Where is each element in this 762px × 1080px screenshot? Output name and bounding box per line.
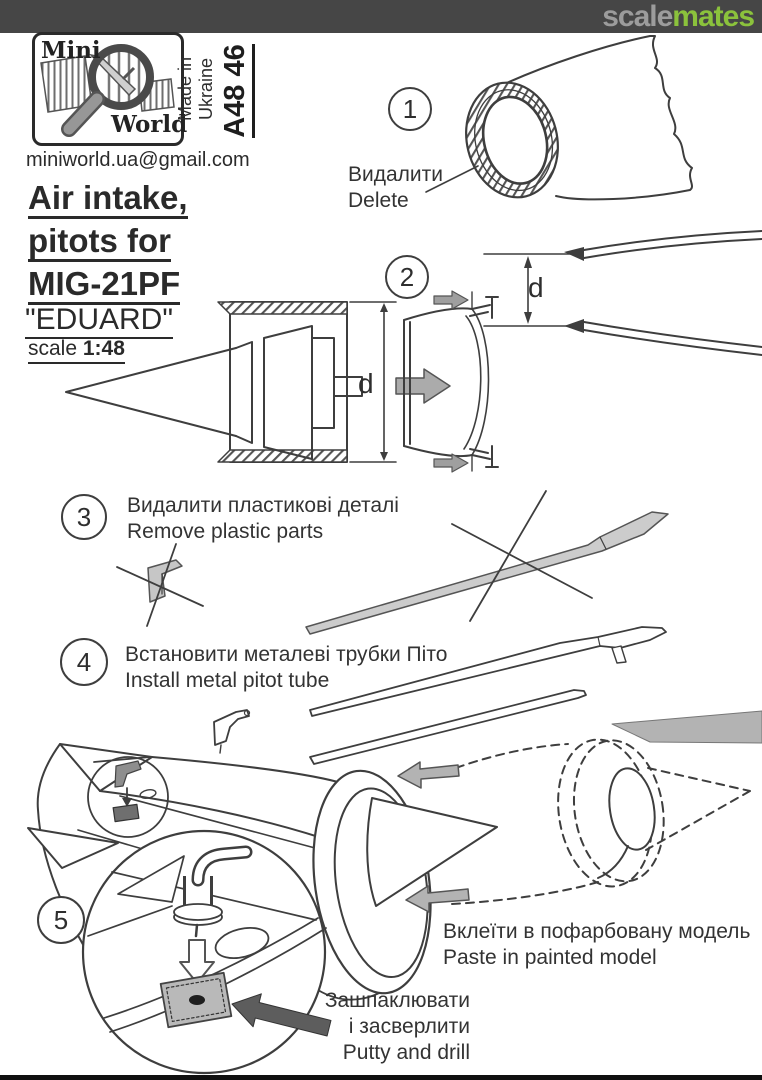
dimension-d-right: d [528, 272, 544, 303]
dimension-d-left: d [358, 368, 374, 399]
logo-text-mini: Mini [41, 37, 101, 64]
product-code-text: A48 46 [219, 44, 255, 138]
logo-text-world: World [111, 111, 188, 138]
step2-marker [385, 255, 429, 299]
watermark-scale: scale [602, 0, 673, 33]
step5-label [443, 919, 750, 971]
step1-label-ua: Видалити [348, 163, 444, 186]
step4-bracket-part [214, 710, 249, 745]
step2-fuselage-section [484, 231, 762, 355]
step3-small-part [148, 560, 182, 602]
paste-arrow-top [398, 762, 459, 788]
title-line-3: MIG-21PF [28, 267, 180, 305]
step4-label-en: Install metal pitot tube [125, 669, 330, 692]
nose-cone [367, 798, 497, 906]
step5-label-en: Paste in painted model [443, 946, 657, 969]
step3-label [127, 493, 399, 545]
step3-number: 3 [76, 501, 92, 532]
step1-label [348, 162, 443, 214]
step1-intake-drawing [426, 36, 692, 207]
step2-number: 2 [399, 261, 415, 292]
step4-number: 4 [76, 646, 92, 677]
step3-marker [61, 494, 107, 540]
step5-marker [37, 896, 85, 944]
wing-shaded [612, 711, 762, 743]
putty-note-en: Putty and drill [342, 1041, 470, 1064]
contact-email: miniworld.ua@gmail.com [26, 149, 250, 171]
step4-label-ua: Встановити металеві трубки Піто [125, 643, 448, 666]
detail-callout-small [88, 757, 168, 837]
detail-callout-large [83, 831, 326, 1073]
step4-label [125, 642, 447, 694]
putty-note-ua1: Зашпаклювати [324, 989, 470, 1012]
step3-label-ua: Видалити пластикові деталі [127, 494, 399, 517]
ghost-metal-part [452, 731, 750, 904]
step3-label-en: Remove plastic parts [127, 520, 324, 543]
step4-marker [60, 638, 108, 686]
scale-word: scale [28, 337, 78, 360]
title-line-1: Air intake, [28, 181, 188, 219]
drill-hole [189, 995, 205, 1005]
step1-label-en: Delete [348, 189, 409, 212]
putty-note [300, 988, 470, 1066]
putty-note-ua2: і засверлити [348, 1015, 470, 1038]
made-in-line1: Made in [175, 56, 195, 122]
scale-value: 1:48 [82, 337, 125, 360]
kit-brand: "EDUARD" [25, 305, 173, 339]
step5-number: 5 [53, 904, 69, 935]
title-line-2: pitots for [28, 224, 171, 262]
step5-label-ua: Вклеїти в пофарбовану модель [443, 920, 751, 943]
watermark-mates: mates [672, 0, 754, 33]
step1-marker [388, 87, 432, 131]
step1-number: 1 [402, 93, 418, 124]
made-in-line2: Ukraine [196, 57, 216, 121]
